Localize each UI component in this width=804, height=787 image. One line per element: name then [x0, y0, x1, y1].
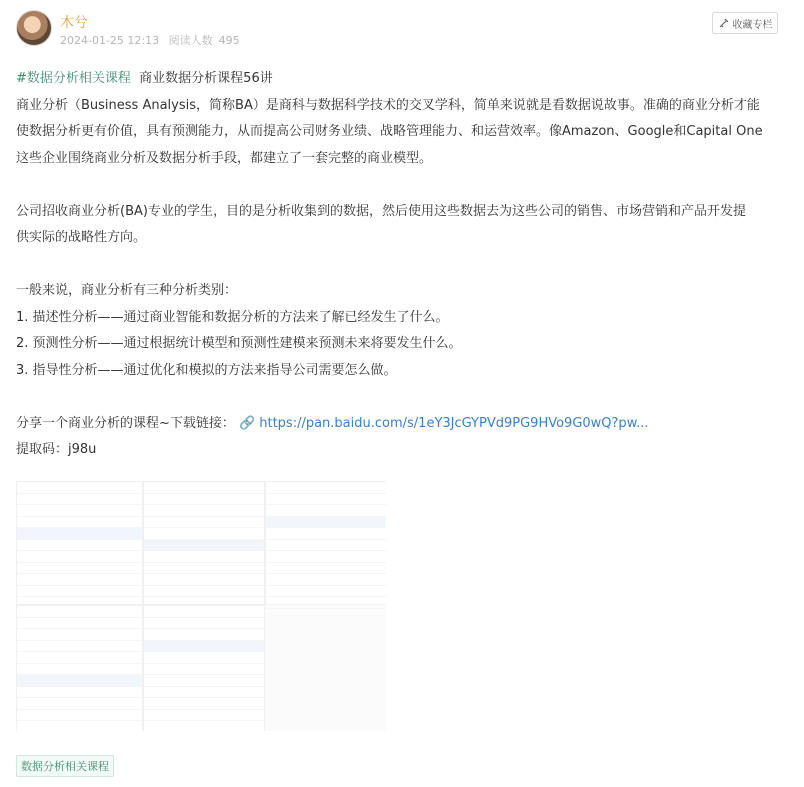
list-item: 3. 指导性分析——通过优化和模拟的方法来指导公司需要怎么做。	[16, 362, 397, 378]
paragraph-line: 使数据分析更有价值，具有预测能力，从而提高公司财务业绩、战略管理能力、和运营效率。像Amazon、Google和Capital One	[16, 124, 763, 139]
list-item: 2. 预测性分析——通过根据统计模型和预测性建模来预测未来将要发生什么。	[16, 336, 462, 351]
download-link[interactable]: https://pan.baidu.com/s/1eY3JcGYPVd9PG9HVo9G0wQ?pw...	[259, 415, 649, 431]
share-line	[16, 411, 804, 438]
screenshot-pane	[16, 605, 143, 731]
author-name[interactable]: 木兮	[60, 15, 88, 31]
post-date: 2024-01-25 12:13	[60, 34, 160, 47]
paragraph-line: 公司招收商业分析(BA)专业的学生，目的是分析收集到的数据，然后使用这些数据去为这些公司的销售、市场营销和产品开发提	[16, 203, 746, 219]
post-meta	[60, 32, 246, 48]
topic-tag[interactable]: 数据分析相关课程	[16, 755, 114, 777]
paragraph-line: 商业分析（Business Analysis，简称BA）是商科与数据科学技术的交叉学科，简单来说就是看数据说故事。准确的商业分析才能	[16, 97, 760, 113]
screenshot-pane	[16, 481, 143, 605]
list-item: 1. 描述性分析——通过商业智能和数据分析的方法来了解已经发生了什么。	[16, 309, 449, 325]
post-header	[16, 10, 804, 50]
avatar[interactable]	[16, 10, 52, 46]
bookmark-icon	[718, 17, 730, 29]
collect-label: 收藏专栏	[732, 19, 773, 31]
screenshot-pane	[143, 481, 265, 605]
screenshot-pane	[265, 481, 386, 605]
paragraph-line: 一般来说，商业分析有三种分析类别：	[16, 283, 238, 298]
hashtag-link[interactable]: #数据分析相关课程	[16, 71, 131, 86]
post-body	[16, 66, 804, 464]
reads-label: 阅读人数	[168, 34, 213, 47]
file-list-screenshot[interactable]	[16, 481, 386, 731]
extract-code: 提取码：j98u	[16, 442, 97, 457]
collect-column-button[interactable]	[712, 12, 778, 34]
link-icon: 🔗	[239, 415, 256, 431]
paragraph-line: 这些企业围绕商业分析及数据分析手段，都建立了一套完整的商业模型。	[16, 150, 433, 166]
paragraph-line: 供实际的战略性方向。	[16, 230, 147, 245]
reads-count: 495	[218, 34, 240, 47]
post-title-line	[16, 66, 804, 93]
screenshot-pane	[143, 605, 265, 731]
post-title: 商业数据分析课程56讲	[139, 71, 273, 86]
share-label: 分享一个商业分析的课程~下载链接：	[16, 415, 235, 431]
